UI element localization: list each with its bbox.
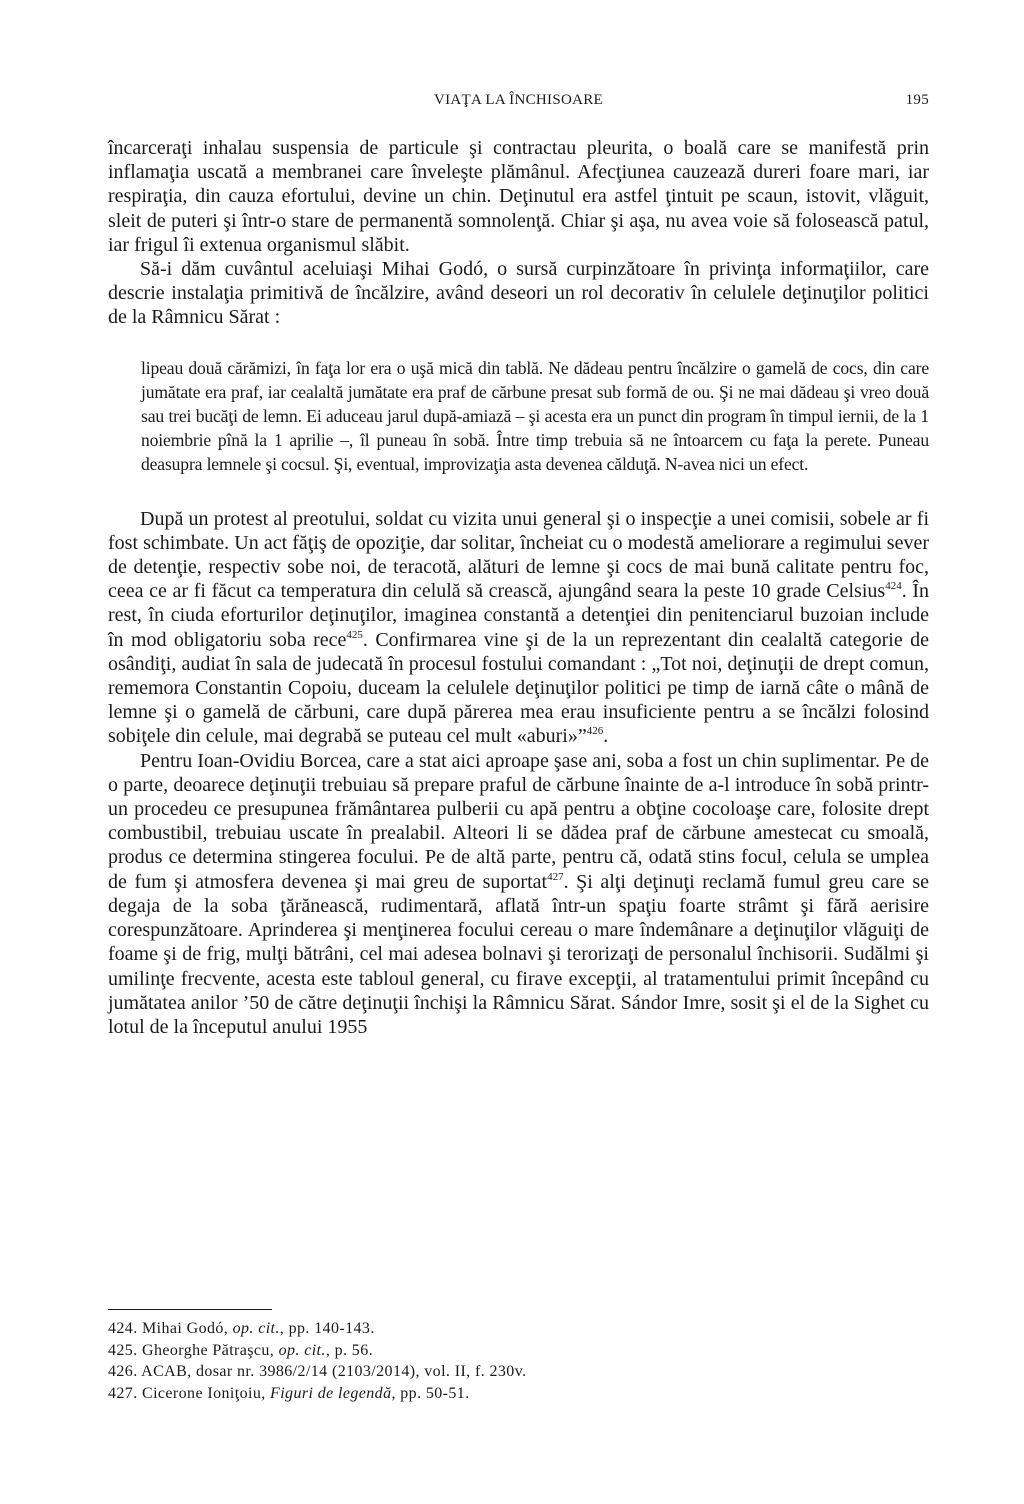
footnotes bbox=[108, 1318, 929, 1404]
footnote-text: ACAB, dosar nr. 3986/2/14 (2103/2014), vol. II, f. 230v. bbox=[137, 1363, 527, 1380]
paragraph-3-text-4: . bbox=[603, 725, 609, 748]
footnote-text: Gheorghe Pătraşcu, bbox=[137, 1341, 279, 1359]
footnote-text: , pp. 140-143. bbox=[279, 1320, 375, 1337]
footnote-427 bbox=[108, 1383, 929, 1405]
paragraph-4-text-1: Pentru Ioan-Ovidiu Borcea, care a stat aici aproape şase ani, soba a fost un chin suplimentar. Pe de o parte, deoarece deţinuţii trebuiau să prepare praful de cărbune înainte de a-l introduce în sobă printr-un procedeu ce presupunea frământarea pulberii cu apă pentru a obţine cocoloaşe care, folosite drept combustibil, trebuiau uscate în prealabil. Alteori li se dădea praf de cărbune amestecat cu smoală, produs ce determina stingerea focului. Pe de altă parte, pentru că, odată stins focul, celula se umplea de fum şi atmosfera devenea şi mai greu de suportat bbox=[108, 749, 929, 893]
paragraph-1: încarceraţi inhalau suspensia de particule şi contractau pleurita, o boală care se manifestă prin inflamaţia uscată a membranei care înveleşte plămânul. Afecţiunea cauzează dureri foare mari, iar respiraţia, din cauza efortului, devine un chin. Deţinutul era astfel ţintuit pe scaun, istovit, vlăguit, sleit de puteri şi într-o stare de permanentă somnolenţă. Chiar şi aşa, nu avea voie să folosească patul, iar frigul îi extenua organismul slăbit. bbox=[108, 137, 929, 256]
block-quote: lipeau două cărămizi, în faţa lor era o uşă mică din tablă. Ne dădeau pentru încălzire o gamelă de cocs, din care jumătate era praf, iar cealaltă jumătate era praf de cărbune presat sub formă de ou. Şi ne mai dădeau şi vreo două sau trei bucăţi de lemn. Ei aduceau jarul după-amiază – şi acesta era un punct din program în timpul iernii, de la 1 noiembrie pînă la 1 aprilie –, îl puneau în sobă. Între timp trebuia să ne întoarcem cu faţa la perete. Puneau deasupra lemnele şi cocsul. Şi, eventual, improvizaţia asta devenea călduţă. N-avea nici un efect. bbox=[141, 357, 929, 475]
footnote-number: 425. bbox=[108, 1341, 138, 1359]
footnote-425 bbox=[108, 1340, 929, 1362]
paragraph-3-text-3: . Confirmarea vine şi de la un reprezentant din cealaltă categorie de osândiţi, audiat în sala de judecată în procesul fostului comandant : „Tot noi, deţinuţii de drept comun, rememora Constantin Copoiu, duceam la celulele deţinuţilor politici pe timp de iarnă câte o mână de lemne şi o gamelă de cărbuni, care după părerea mea erau insuficiente pentru a se încălzi folosind sobiţele din celule, mai degrabă se puteau cel mult «aburi»” bbox=[108, 628, 930, 748]
footnote-ref-426[interactable]: 426 bbox=[586, 725, 604, 738]
footnote-text: , pp. 50-51. bbox=[391, 1384, 470, 1402]
footnote-ref-424[interactable]: 424 bbox=[885, 580, 902, 593]
paragraph-4 bbox=[108, 749, 929, 1039]
footnote-number: 424. bbox=[108, 1320, 138, 1337]
running-head bbox=[108, 92, 929, 114]
footnote-italic: op. cit. bbox=[278, 1341, 326, 1359]
footnote-divider bbox=[108, 1309, 272, 1310]
paragraph-3-text-2: . În rest, în ciuda eforturilor deţinuţilor, imaginea constantă a detenţiei din penitenciarul buzoian include în mod obligatoriu soba rece bbox=[108, 580, 929, 651]
body-text bbox=[108, 136, 929, 1039]
footnote-italic: op. cit. bbox=[232, 1320, 280, 1337]
footnote-424 bbox=[108, 1318, 929, 1340]
paragraph-3-text-1: După un protest al preotului, soldat cu vizita unui general şi o inspecţie a unei comisii, sobele ar fi fost schimbate. Un act făţiş de opoziţie, dar solitar, încheiat cu o modestă ameliorare a regimului sever de detenţie, respectiv sobe noi, de teracotă, alături de lemne şi cocs de mai bună calitate pentru foc, ceea ce ar fi făcut ca temperatura din celulă să crească, ajungând seara la peste 10 grade Celsius bbox=[108, 507, 929, 603]
footnote-426 bbox=[108, 1361, 929, 1383]
paragraph-2: Să-i dăm cuvântul aceluiaşi Mihai Godó, o sursă curpinzătoare în privinţa informaţiilor, care descrie instalaţia primitivă de încălzire, având deseori un rol decorativ în celulele deţinuţilor politici de la Râmnicu Sărat : bbox=[108, 258, 929, 329]
page-number: 195 bbox=[905, 92, 929, 108]
footnote-ref-425[interactable]: 425 bbox=[346, 628, 363, 641]
footnote-text: Cicerone Ioniţoiu, bbox=[137, 1384, 271, 1402]
footnote-text: Mihai Godó, bbox=[137, 1320, 233, 1337]
paragraph-4-text-2: . Şi alţi deţinuţi reclamă fumul greu care se degaja de la soba ţărănească, rudimentară, aflată într-un spaţiu foarte strâmt şi fără aerisire corespunzătoare. Aprinderea şi menţinerea focului cereau o mare îndemânare a deţinuţilor vlăguiţi de foame şi de frig, mulţi bătrâni, cel mai adesea bolnavi şi terorizaţi de personalul închisorii. Sudălmi şi umilinţe frecvente, acesta este tabloul general, cu firave excepţii, al tratamentului primit începând cu jumătatea anilor ’50 de către deţinuţii închişi la Râmnicu Sărat. Sándor Imre, sosit şi el de la Sighet cu lotul de la începutul anului 1955 bbox=[108, 870, 930, 1038]
running-head-title: VIAŢA LA ÎNCHISOARE bbox=[433, 92, 604, 108]
footnote-number: 426. bbox=[108, 1363, 138, 1380]
footnote-text: , p. 56. bbox=[325, 1341, 374, 1359]
footnote-italic: Figuri de legendă bbox=[270, 1384, 392, 1402]
footnote-number: 427. bbox=[108, 1384, 138, 1402]
footnote-ref-427[interactable]: 427 bbox=[547, 870, 564, 883]
paragraph-3 bbox=[108, 507, 929, 749]
